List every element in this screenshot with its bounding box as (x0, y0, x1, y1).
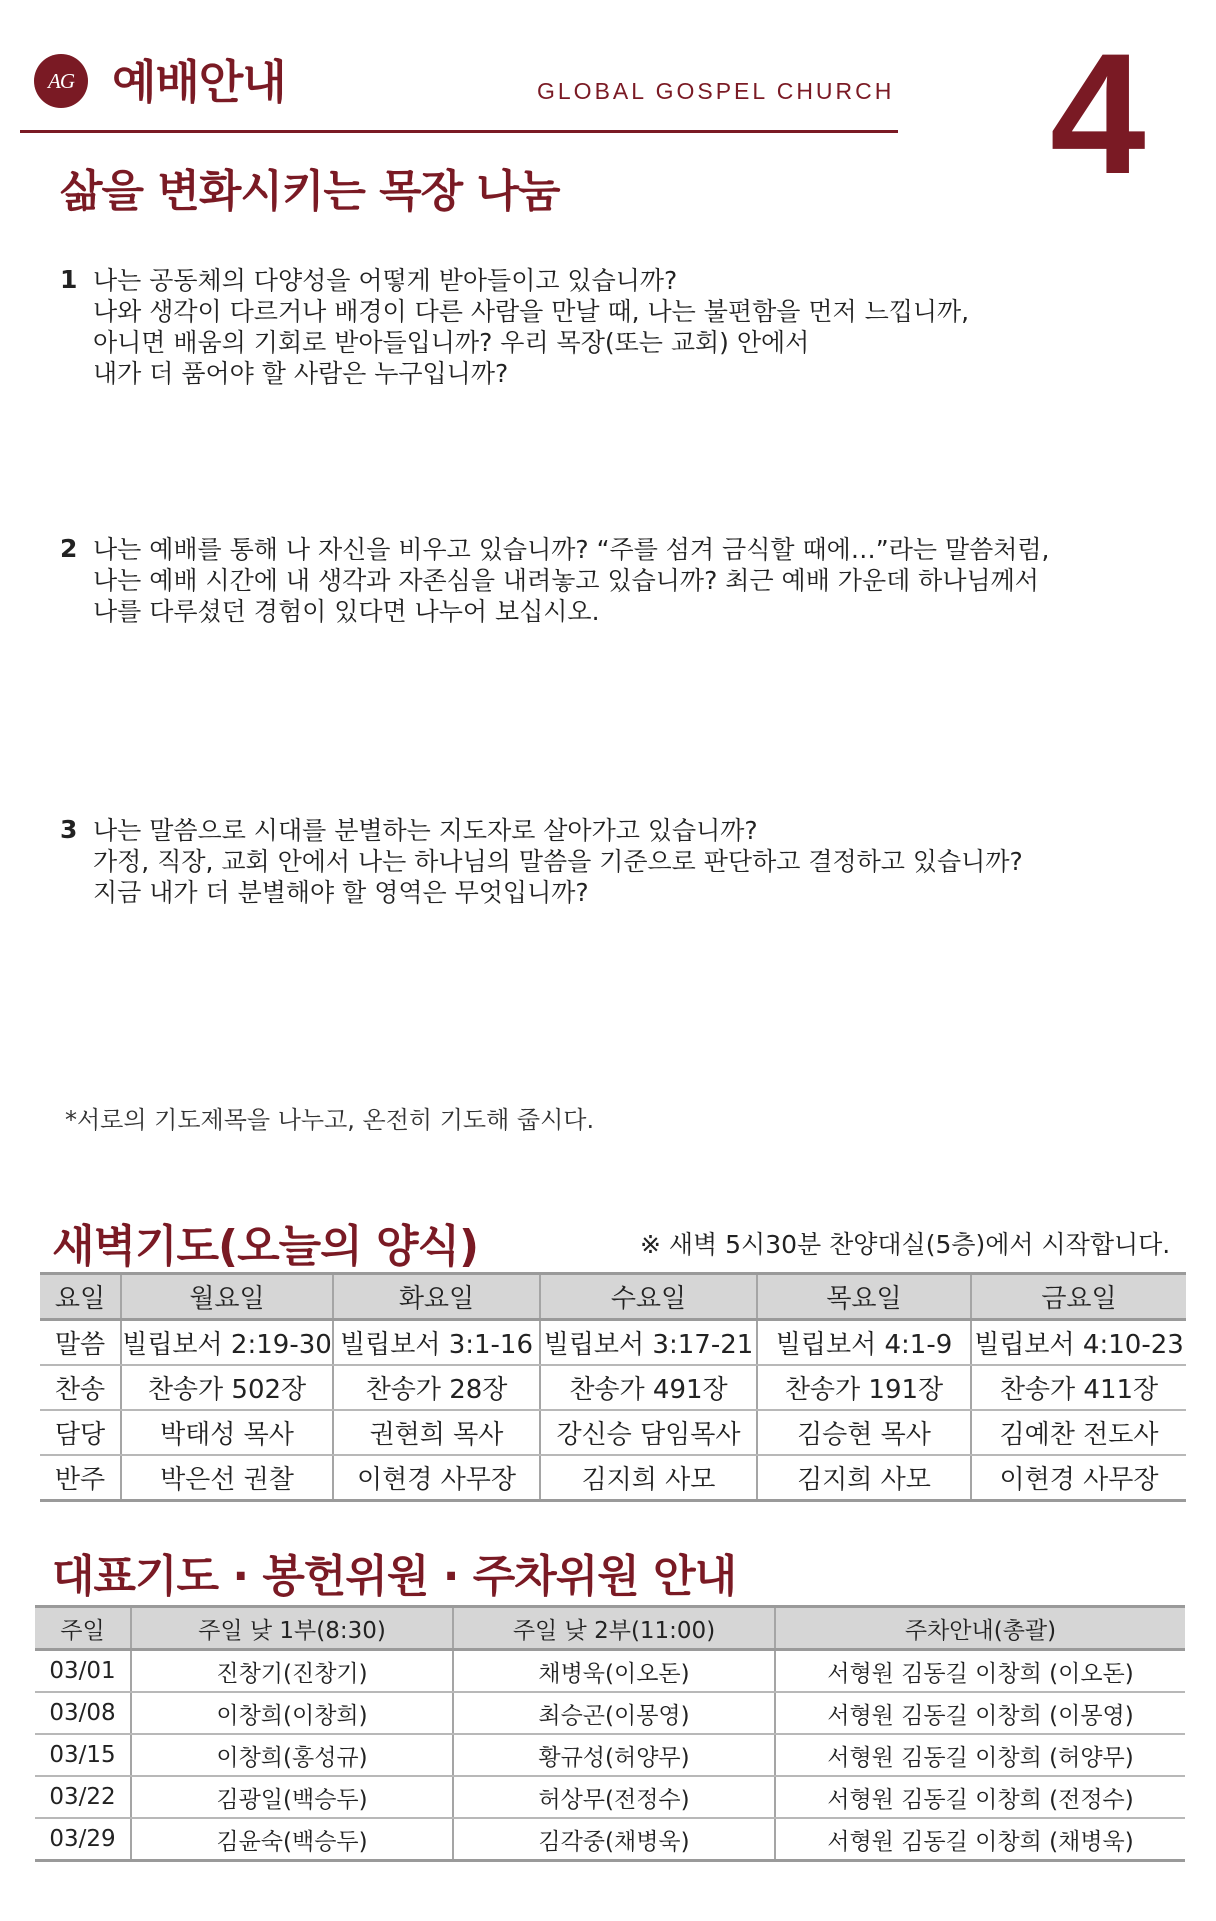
table-cell: 김광일(백승두) (131, 1776, 453, 1818)
table-cell: 빌립보서 2:19-30 (121, 1320, 333, 1366)
question-line: 나는 예배를 통해 나 자신을 비우고 있습니까? “주를 섬겨 금식할 때에…”라는 말씀처럼, (93, 535, 1050, 564)
question-line: 내가 더 품어야 할 사람은 누구입니까? (93, 359, 509, 388)
section-title: 삶을 변화시키는 목장 나눔 (60, 166, 560, 217)
dawn-prayer-table (40, 1272, 1186, 1502)
table-cell: 빌립보서 3:17-21 (540, 1320, 757, 1366)
table-cell: 박은선 권찰 (121, 1455, 333, 1501)
table-cell: 담당 (40, 1410, 121, 1455)
table-cell: 찬송가 491장 (540, 1365, 757, 1410)
table-cell: 찬송가 502장 (121, 1365, 333, 1410)
table-cell: 김지희 사모 (540, 1455, 757, 1501)
table-cell: 김예찬 전도사 (971, 1410, 1186, 1455)
table-cell: 이창희(홍성규) (131, 1734, 453, 1776)
table-cell: 김각중(채병욱) (453, 1818, 775, 1861)
table-row (35, 1776, 1185, 1818)
header-cell: 목요일 (757, 1274, 971, 1320)
dawn-prayer-title: 새벽기도(오늘의 양식) (52, 1221, 479, 1272)
table-header-row (35, 1607, 1185, 1650)
table-cell: 반주 (40, 1455, 121, 1501)
table-cell: 채병욱(이오돈) (453, 1650, 775, 1693)
header-cell: 수요일 (540, 1274, 757, 1320)
table-row (40, 1455, 1186, 1501)
table-cell: 03/01 (35, 1650, 131, 1693)
table-header-row (40, 1274, 1186, 1320)
question-number: 3 (60, 815, 78, 844)
table-row (35, 1818, 1185, 1861)
header-cell: 월요일 (121, 1274, 333, 1320)
header-cell: 금요일 (971, 1274, 1186, 1320)
table-cell: 찬송가 411장 (971, 1365, 1186, 1410)
question-number: 1 (60, 265, 78, 294)
table-cell: 서형원 김동길 이창희 (채병욱) (775, 1818, 1185, 1861)
table-cell: 강신승 담임목사 (540, 1410, 757, 1455)
table-row (40, 1320, 1186, 1366)
table-cell: 찬송 (40, 1365, 121, 1410)
table-cell: 서형원 김동길 이창희 (허양무) (775, 1734, 1185, 1776)
table-row (35, 1692, 1185, 1734)
table-cell: 서형원 김동길 이창희 (이오돈) (775, 1650, 1185, 1693)
logo-text: AG (48, 68, 74, 93)
table-cell: 김지희 사모 (757, 1455, 971, 1501)
header-title: 예배안내 (112, 55, 286, 109)
question-line: 나를 다루셨던 경험이 있다면 나누어 보십시오. (93, 597, 600, 626)
question-line: 나는 예배 시간에 내 생각과 자존심을 내려놓고 있습니까? 최근 예배 가운데 하나님께서 (93, 566, 1039, 595)
table-cell: 김승현 목사 (757, 1410, 971, 1455)
table-cell: 03/08 (35, 1692, 131, 1734)
table-cell: 03/15 (35, 1734, 131, 1776)
table-row (35, 1650, 1185, 1693)
table-cell: 진창기(진창기) (131, 1650, 453, 1693)
header-cell: 주차안내(총괄) (775, 1607, 1185, 1650)
header-cell: 주일 낮 1부(8:30) (131, 1607, 453, 1650)
table-cell: 03/22 (35, 1776, 131, 1818)
table-cell: 김윤숙(백승두) (131, 1818, 453, 1861)
table-cell: 빌립보서 4:10-23 (971, 1320, 1186, 1366)
prayer-note: *서로의 기도제목을 나누고, 온전히 기도해 줍시다. (65, 1106, 595, 1134)
table-cell: 박태성 목사 (121, 1410, 333, 1455)
question-line: 나는 말씀으로 시대를 분별하는 지도자로 살아가고 있습니까? (93, 816, 758, 845)
question-line: 나와 생각이 다르거나 배경이 다른 사람을 만날 때, 나는 불편함을 먼저 느낍니까, (93, 297, 970, 326)
table-cell: 빌립보서 4:1-9 (757, 1320, 971, 1366)
table-row (40, 1365, 1186, 1410)
question-line: 가정, 직장, 교회 안에서 나는 하나님의 말씀을 기준으로 판단하고 결정하고 있습니까? (93, 847, 1023, 876)
church-logo (34, 54, 88, 108)
question-line: 나는 공동체의 다양성을 어떻게 받아들이고 있습니까? (93, 266, 678, 295)
table-cell: 최승곤(이몽영) (453, 1692, 775, 1734)
dawn-prayer-note: ※ 새벽 5시30분 찬양대실(5층)에서 시작합니다. (640, 1230, 1171, 1259)
table-cell: 03/29 (35, 1818, 131, 1861)
table-cell: 이창희(이창희) (131, 1692, 453, 1734)
table-cell: 권현희 목사 (333, 1410, 540, 1455)
table-cell: 서형원 김동길 이창희 (이몽영) (775, 1692, 1185, 1734)
church-name: GLOBAL GOSPEL CHURCH (537, 78, 895, 104)
table-cell: 허상무(전정수) (453, 1776, 775, 1818)
question-line: 지금 내가 더 분별해야 할 영역은 무엇입니까? (93, 878, 589, 907)
header-cell: 주일 (35, 1607, 131, 1650)
table-cell: 황규성(허양무) (453, 1734, 775, 1776)
header-divider (20, 130, 898, 133)
table-cell: 말씀 (40, 1320, 121, 1366)
question-number: 2 (60, 534, 78, 563)
table-cell: 이현경 사무장 (971, 1455, 1186, 1501)
question-line: 아니면 배움의 기회로 받아들입니까? 우리 목장(또는 교회) 안에서 (93, 328, 810, 357)
page-number: 4 (1050, 18, 1146, 210)
roster-title: 대표기도 · 봉헌위원 · 주차위원 안내 (52, 1551, 737, 1602)
table-row (35, 1734, 1185, 1776)
table-cell: 찬송가 28장 (333, 1365, 540, 1410)
table-row (40, 1410, 1186, 1455)
table-cell: 빌립보서 3:1-16 (333, 1320, 540, 1366)
table-cell: 서형원 김동길 이창희 (전정수) (775, 1776, 1185, 1818)
table-cell: 이현경 사무장 (333, 1455, 540, 1501)
table-cell: 찬송가 191장 (757, 1365, 971, 1410)
header-cell: 요일 (40, 1274, 121, 1320)
header-cell: 화요일 (333, 1274, 540, 1320)
roster-table (35, 1605, 1185, 1862)
header-cell: 주일 낮 2부(11:00) (453, 1607, 775, 1650)
